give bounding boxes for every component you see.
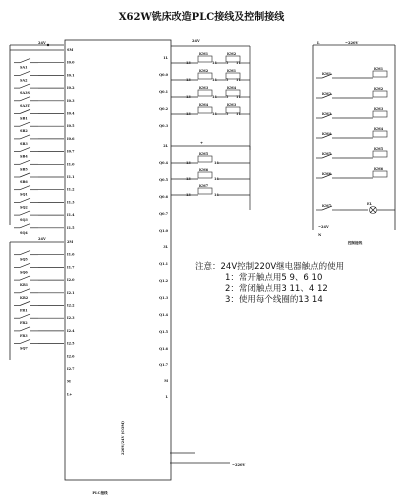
switch-SA3S-blade [20, 84, 30, 88]
switch-label-SQ7: SQ7 [20, 346, 28, 351]
plc-output-3L: 3L [163, 245, 168, 249]
control-n-label: N [318, 233, 322, 237]
switch-SQ4-blade [20, 224, 30, 228]
control-coil-KM3 [373, 111, 387, 117]
switch-label-SB3: SB3 [20, 141, 28, 146]
contact-num: 13 [186, 95, 191, 99]
control-contact-KM4: KM4 [322, 132, 332, 136]
switch-SQ1-blade [20, 186, 30, 190]
switch-label-SQ6: SQ6 [20, 270, 28, 275]
plc-output-Q0.6: Q0.6 [159, 195, 168, 199]
relay-label-KM4: KM4 [199, 103, 209, 107]
plc-output-Q1.6: Q1.6 [159, 347, 168, 351]
plc-input-I0.5: I0.5 [67, 124, 75, 129]
plc-input-I0.0: I0.0 [67, 60, 75, 65]
control-contact-KM2: KM2 [322, 92, 332, 96]
plc-input-I2.6: I2.6 [67, 354, 75, 359]
plc-input-M: M [67, 379, 71, 384]
contact-num: 11 [236, 95, 241, 99]
plc-output-Q1.7: Q1.7 [159, 363, 168, 367]
switch-label-SQ2: SQ2 [20, 205, 28, 210]
plc-output-Q0.3: Q0.3 [159, 124, 168, 128]
contact-num: 13 [186, 177, 191, 181]
contact-num: 13 [186, 193, 191, 197]
relay-coil-KM7 [198, 188, 212, 194]
switch-label-KR2: KR2 [20, 295, 29, 300]
relay-coil-KM4 [198, 107, 212, 113]
plc-output-Q1.3: Q1.3 [159, 296, 168, 300]
relay-coil-KM6 [198, 172, 212, 178]
plc-output-2L: 2L [163, 144, 168, 148]
plc-input-I0.7: I0.7 [67, 149, 75, 154]
contact-num: 11 [236, 112, 241, 116]
control-coil-KM2 [373, 91, 387, 97]
switch-label-SQ4: SQ4 [20, 230, 28, 235]
relay-coil-KM3 [198, 90, 212, 96]
control-supply-left: L [317, 41, 320, 45]
plc-input-I1.0: I1.0 [67, 162, 75, 167]
control-coil-label-KM3: KM3 [374, 107, 384, 111]
contact-num: 14 [212, 78, 217, 82]
switch-label-FR1: FR1 [20, 308, 28, 313]
plc-output-Q1.4: Q1.4 [159, 313, 168, 317]
plc-input-I1.6: I1.6 [67, 252, 75, 257]
control-coil-KM5 [373, 151, 387, 157]
diagram-title: X62W铣床改造PLC接线及控制接线 [118, 12, 285, 23]
contact-num: 14 [212, 112, 217, 116]
relay-label-KM2: KM2 [227, 52, 237, 56]
note-line-3: 3：使用每个线圈的13 14 [225, 295, 323, 305]
switch-SA2-blade [20, 71, 30, 75]
switch-SB4-blade [20, 148, 30, 152]
plc-output-Q1.2: Q1.2 [159, 279, 168, 283]
lamp-label: EL [367, 202, 372, 206]
plc-input-I1.4: I1.4 [67, 213, 75, 218]
relay-label-KM4: KM4 [227, 86, 237, 90]
control-coil-label-KM4: KM4 [374, 127, 384, 131]
plc-input-I2.3: I2.3 [67, 316, 75, 321]
switch-label-SA3S: SA3S [20, 91, 30, 96]
switch-SQ6-blade [20, 263, 30, 267]
supply-1l-label: 24V [192, 39, 200, 43]
switch-SQ5-blade [20, 251, 30, 255]
plc-output-Q0.4: Q0.4 [159, 161, 168, 165]
plc-output-M: M [164, 379, 168, 383]
plc-output-Q0.5: Q0.5 [159, 178, 168, 182]
polarity-mark: + [200, 141, 204, 145]
note-line-1: 1：常开触点用5 9、6 10 [225, 273, 323, 283]
relay-label-KM3: KM3 [199, 86, 209, 90]
control-coil-label-KM6: KM6 [374, 167, 384, 171]
plc-input-I2.7: I2.7 [67, 367, 75, 371]
control-coil-KM6 [373, 171, 387, 177]
note-line-2: 2：常闭触点用3 11、4 12 [225, 284, 328, 294]
switch-SB5-blade [20, 160, 30, 164]
contact-num: 14 [212, 61, 217, 65]
switch-SB1-blade [20, 110, 30, 114]
plc-input-L+: L+ [67, 392, 73, 397]
plc-output-L: L [165, 395, 168, 399]
plc-input-I2.1: I2.1 [67, 290, 75, 295]
switch-FR3-blade [20, 327, 30, 331]
switch-label-SB5: SB5 [20, 167, 28, 172]
relay-label-KM5: KM5 [199, 152, 209, 156]
contact-num: 13 [186, 161, 191, 165]
contact-num: 5 [226, 95, 229, 99]
plc-input-I1.2: I1.2 [67, 187, 75, 192]
control-contact-KM5: KM5 [322, 152, 332, 156]
plc-output-Q1.1: Q1.1 [159, 262, 168, 266]
plc-input-I2.0: I2.0 [67, 278, 75, 283]
switch-label-SB6: SB6 [20, 180, 28, 184]
supply-24v-label: 24V [38, 41, 46, 45]
switch-SQ2-blade [20, 198, 30, 202]
switch-KR2-blade [20, 289, 30, 293]
contact-num: 13 [186, 61, 191, 65]
switch-SB2-blade [20, 122, 30, 126]
contact-num: 14 [214, 161, 219, 165]
junction-dot [47, 44, 49, 46]
relay-label-KM2: KM2 [199, 69, 209, 73]
switch-label-SQ3: SQ3 [20, 218, 28, 223]
control-coil-KM4 [373, 131, 387, 137]
plc-input-I0.6: I0.6 [67, 136, 75, 141]
contact-num: 13 [186, 78, 191, 82]
switch-KR1-blade [20, 276, 30, 280]
control-caption: 控制接线 [347, 241, 363, 245]
switch-SA3T-blade [20, 97, 30, 101]
control-contact-KM6: KM6 [322, 172, 332, 176]
plc-output-Q0.1: Q0.1 [159, 90, 168, 94]
relay-label-KM7: KM7 [199, 184, 209, 188]
relay-label-KM1: KM1 [227, 69, 237, 73]
relay-label-KM6: KM6 [199, 168, 209, 172]
switch-SB6-blade [20, 173, 30, 177]
contact-num: 5 [226, 112, 229, 116]
control-coil-label-KM1: KM1 [374, 67, 384, 71]
plc-input-I0.2: I0.2 [67, 86, 75, 91]
relay-coil-KM2 [198, 73, 212, 79]
switch-FR1-blade [20, 302, 30, 306]
plc-input-I0.1: I0.1 [67, 73, 75, 78]
plc-output-Q0.2: Q0.2 [159, 107, 168, 111]
relay-coil-KM5 [198, 156, 212, 162]
plc-caption: PLC接线 [92, 491, 108, 495]
switch-label-SA2: SA2 [20, 78, 28, 83]
plc-input-I2.2: I2.2 [67, 303, 75, 308]
plc-input-I0.3: I0.3 [67, 98, 75, 103]
relay-label-KM3: KM3 [227, 103, 237, 107]
plc-input-I1.1: I1.1 [67, 175, 75, 179]
switch-SQ7-blade [20, 340, 30, 344]
supply-24v-mid-label: 24V [38, 237, 46, 241]
switch-label-FR2: FR2 [20, 321, 28, 326]
plc-input-I2.5: I2.5 [67, 341, 75, 346]
control-contact-KM3: KM3 [322, 112, 332, 116]
wiring-notes [195, 262, 344, 306]
switch-label-SQ5: SQ5 [20, 257, 28, 262]
contact-num: 5 [226, 61, 229, 65]
plc-input-I1.7: I1.7 [67, 265, 75, 270]
contact-num: 11 [236, 61, 241, 65]
contact-num: 14 [212, 95, 217, 99]
control-coil-KM1 [373, 71, 387, 77]
plc-output-Q0.7: Q0.7 [159, 212, 168, 216]
control-coil-label-KM2: KM2 [374, 87, 384, 91]
control-contact-KM1: KM1 [322, 72, 332, 76]
switch-label-SA1: SA1 [20, 65, 28, 70]
switch-label-SB1: SB1 [20, 116, 28, 121]
plc-output-Q0.0: Q0.0 [159, 73, 168, 77]
plc-body [65, 40, 171, 480]
switch-SQ3-blade [20, 211, 30, 215]
switch-label-KR1: KR1 [20, 283, 29, 288]
plc-output-1L: 1L [163, 56, 168, 60]
switch-FR2-blade [20, 314, 30, 318]
switch-SB3-blade [20, 135, 30, 139]
plc-input-2M: 2M [67, 240, 74, 244]
control-24v-label: ~24V [318, 225, 329, 229]
control-lamp-relay: KM7 [322, 204, 332, 208]
plc-input-I1.3: I1.3 [67, 200, 75, 205]
switch-SA1-blade [20, 59, 30, 63]
relay-label-KM1: KM1 [199, 52, 209, 56]
contact-num: 5 [226, 78, 229, 82]
relay-coil-KM1 [198, 56, 212, 62]
plc-output-Q1.0: Q1.0 [159, 229, 168, 233]
plc-input-I2.4: I2.4 [67, 328, 75, 333]
plc-input-I1.5: I1.5 [67, 225, 75, 230]
switch-label-SQ1: SQ1 [20, 192, 28, 197]
note-heading: 注意：24V控制220V继电器触点的使用 [195, 262, 345, 272]
contact-num: 13 [186, 112, 191, 116]
switch-label-SA3T: SA3T [20, 103, 30, 108]
control-supply-right: ~220V [345, 41, 359, 45]
plc-input-I0.4: I0.4 [67, 111, 75, 116]
contact-num: 14 [214, 193, 219, 197]
control-coil-label-KM5: KM5 [374, 147, 384, 151]
contact-num: 14 [214, 177, 219, 181]
ac-supply-label: ~220V [232, 463, 246, 467]
plc-power-label: 220V/24V (COM) [121, 420, 125, 455]
plc-input-SM: SM [67, 48, 74, 52]
switch-label-SB2: SB2 [20, 129, 28, 134]
plc-output-Q1.5: Q1.5 [159, 330, 168, 334]
switch-label-SB4: SB4 [20, 154, 28, 159]
contact-num: 11 [236, 78, 241, 82]
switch-label-FR3: FR3 [20, 333, 28, 338]
